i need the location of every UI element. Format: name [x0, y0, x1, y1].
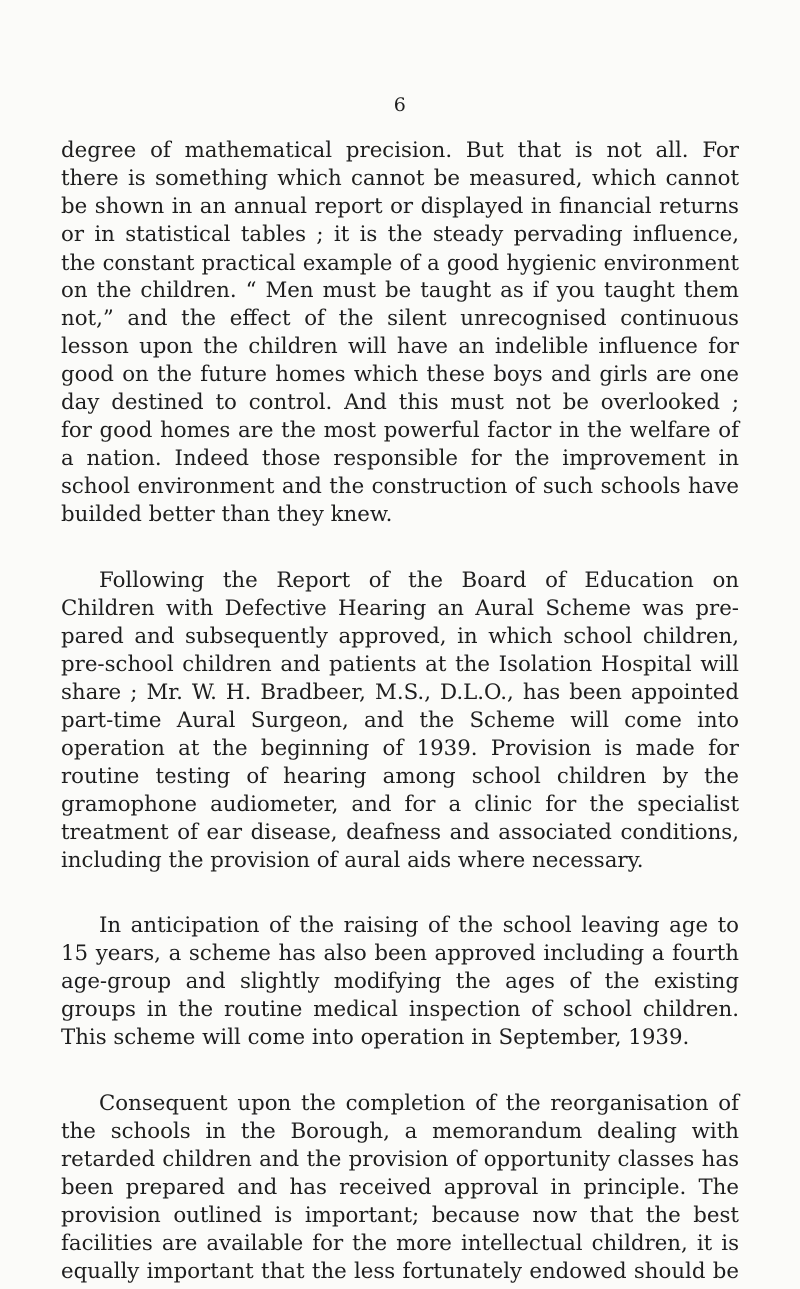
text-line: equally important that the less fortunately endowed should be: [61, 1259, 739, 1284]
text-line: gramophone audiometer, and for a clinic for the specialist: [61, 792, 739, 817]
text-line: builded better than they knew.: [61, 502, 393, 527]
text-line: for good homes are the most powerful factor in the welfare of: [61, 418, 739, 443]
text-line: or in statistical tables ; it is the steady pervading influence,: [61, 222, 739, 247]
text-line: This scheme will come into operation in September, 1939.: [61, 1025, 690, 1050]
text-line: including the provision of aural aids where necessary.: [61, 848, 644, 873]
text-line: pre-school children and patients at the Isolation Hospital will: [61, 652, 739, 677]
text-line: good on the future homes which these boys and girls are one: [61, 362, 739, 387]
text-line: groups in the routine medical inspection of school children.: [61, 997, 739, 1022]
text-line: been prepared and has received approval in principle. The: [61, 1175, 739, 1200]
text-line: lesson upon the children will have an indelible influence for: [61, 334, 739, 359]
text-line: treatment of ear disease, deafness and associated conditions,: [61, 820, 739, 845]
text-line: In anticipation of the raising of the school leaving age to: [99, 913, 739, 938]
text-line: on the children. “ Men must be taught as if you taught them: [61, 278, 739, 303]
text-line: the schools in the Borough, a memorandum dealing with: [61, 1119, 739, 1144]
text-line: age-group and slightly modifying the ages of the existing: [61, 969, 739, 994]
text-line: degree of mathematical precision. But that is not all. For: [61, 138, 739, 163]
text-line: the constant practical example of a good hygienic environment: [61, 250, 739, 275]
text-line: Following the Report of the Board of Education on: [99, 568, 739, 593]
text-line: be shown in an annual report or displayed in financial returns: [61, 194, 739, 219]
text-line: part-time Aural Surgeon, and the Scheme will come into: [61, 708, 739, 733]
text-line: 15 years, a scheme has also been approved including a fourth: [61, 941, 739, 966]
text-line: retarded children and the provision of opportunity classes has: [61, 1147, 739, 1172]
text-line: day destined to control. And this must not be overlooked ;: [61, 390, 739, 415]
text-line: not,” and the effect of the silent unrecognised continuous: [61, 306, 739, 331]
text-line: pared and subsequently approved, in which school children,: [61, 624, 739, 649]
page-number: 6: [393, 94, 407, 116]
text-line: operation at the beginning of 1939. Provision is made for: [61, 736, 739, 761]
text-line: facilities are available for the more intellectual children, it is: [61, 1231, 739, 1256]
text-line: a nation. Indeed those responsible for the improvement in: [61, 446, 739, 471]
text-line: there is something which cannot be measured, which cannot: [61, 166, 739, 191]
text-line: share ; Mr. W. H. Bradbeer, M.S., D.L.O., has been appointed: [61, 680, 739, 705]
text-line: provision outlined is important; because now that the best: [61, 1203, 739, 1228]
text-line: Consequent upon the completion of the reorganisation of: [99, 1091, 739, 1116]
text-line: Children with Defective Hearing an Aural Scheme was pre-: [61, 596, 739, 621]
text-line: routine testing of hearing among school children by the: [61, 764, 739, 789]
text-line: school environment and the construction of such schools have: [61, 474, 739, 499]
